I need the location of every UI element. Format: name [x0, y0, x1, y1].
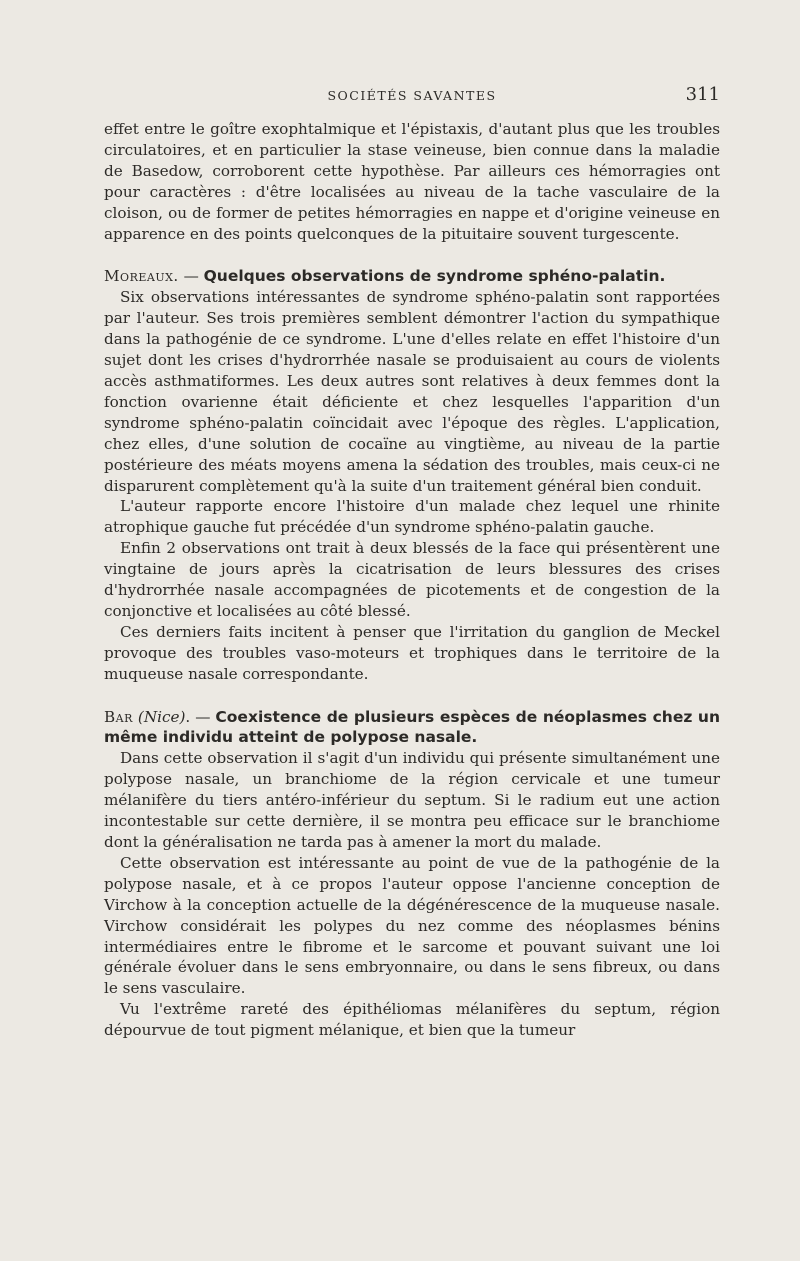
heading-dash: — [178, 267, 204, 286]
report-paragraph: Ces derniers faits incitent à penser que l'irritation du ganglion de Meckel provoque des troubles vaso-moteurs et trophiques dans le territoire de la muqueuse nasale correspondante. [104, 622, 720, 683]
intro-paragraph: effet entre le goître exophtalmique et l'épistaxis, d'autant plus que les troubles circulatoires, et en particulier la stase veineuse, bien connue dans la maladie de Basedow, corroborent cette hypothèse. Par ailleurs ces hémorragies ont pour caractères : d'être localisées au niveau de la tache vasculaire de la cloison, ou de former de petites hémorragies en nappe et d'origine veineuse en apparence en des points quelconques de la pituitaire souvent turgescente. [104, 120, 720, 243]
report-heading [104, 266, 720, 287]
report-paragraph: Dans cette observation il s'agit d'un individu qui présente simultanément une polypose nasale, un branchiome de la région cervicale et une tumeur mélanifère du tiers antéro-inférieur du septum. Si le radium eut une action incontestable sur cette dernière, il se montra peu efficace sur le branchiome dont la généralisation ne tarda pas à amener la mort du malade. [104, 749, 720, 851]
report-title: Quelques observations de syndrome sphéno-palatin. [203, 267, 666, 286]
report-paragraph: Enfin 2 observations ont trait à deux blessés de la face qui présentèrent une vingtaine de jours après la cicatrisation de leurs blessures des crises d'hydrorrhée nasale accompagnées de picotements et de congestion de la conjonctive et localisées au côté blessé. [104, 539, 720, 620]
heading-dash: . — [185, 707, 216, 726]
author-name: Bar [104, 707, 133, 726]
report-moreaux [104, 266, 720, 684]
report-paragraph: Vu l'extrême rareté des épithéliomas mélanifères du septum, région dépourvue de tout pigment mélanique, et bien que la tumeur [104, 1000, 720, 1040]
report-bar [104, 707, 720, 1042]
report-paragraph: Cette observation est intéressante au point de vue de la pathogénie de la polypose nasale, et à ce propos l'auteur oppose l'ancienne conception de Virchow à la conception actuelle de la dégénérescence de la muqueuse nasale. Virchow considérait les polypes du nez comme des néoplasmes bénins intermédiaires entre le fibrome et le sarcome et pouvant suivant une loi générale évoluer dans le sens embryonnaire, ou dans le sens fibreux, ou dans le sens vasculaire. [104, 853, 720, 998]
report-paragraph: Six observations intéressantes de syndrome sphéno-palatin sont rapportées par l'auteur. Ses trois premières semblent démontrer l'action du sympathique dans la pathogénie de ce syndrome. L'une d'elles relate en effet l'histoire d'un sujet dont les crises d'hydrorrhée nasale se produisaient au cours de violents accès asthmatiformes. Les deux autres sont relatives à deux femmes dont la fonction ovarienne était déficiente et chez lesquelles l'apparition d'un syndrome sphéno-palatin coïncidait avec l'époque des règles. L'application, chez elles, d'une solution de cocaïne au vingtième, au niveau de la partie postérieure des méats moyens amena la sédation des troubles, mais ceux-ci ne disparurent complètement qu'à la suite d'un traitement général bien conduit. [104, 288, 720, 495]
running-head [104, 84, 720, 106]
author-city: (Nice) [132, 707, 186, 726]
report-paragraph: L'auteur rapporte encore l'histoire d'un malade chez lequel une rhinite atrophique gauche fut précédée d'un syndrome sphéno-palatin gauche. [104, 497, 720, 537]
page-number: 311 [685, 84, 720, 105]
report-heading [104, 707, 720, 749]
report-title: Coexistence de plusieurs espèces de néoplasmes chez un même individu atteint de polypose nasale. [104, 707, 720, 747]
author-name: Moreaux. [104, 267, 179, 286]
article-body [104, 119, 720, 1041]
section-title: SOCIÉTÉS SAVANTES [327, 88, 497, 103]
